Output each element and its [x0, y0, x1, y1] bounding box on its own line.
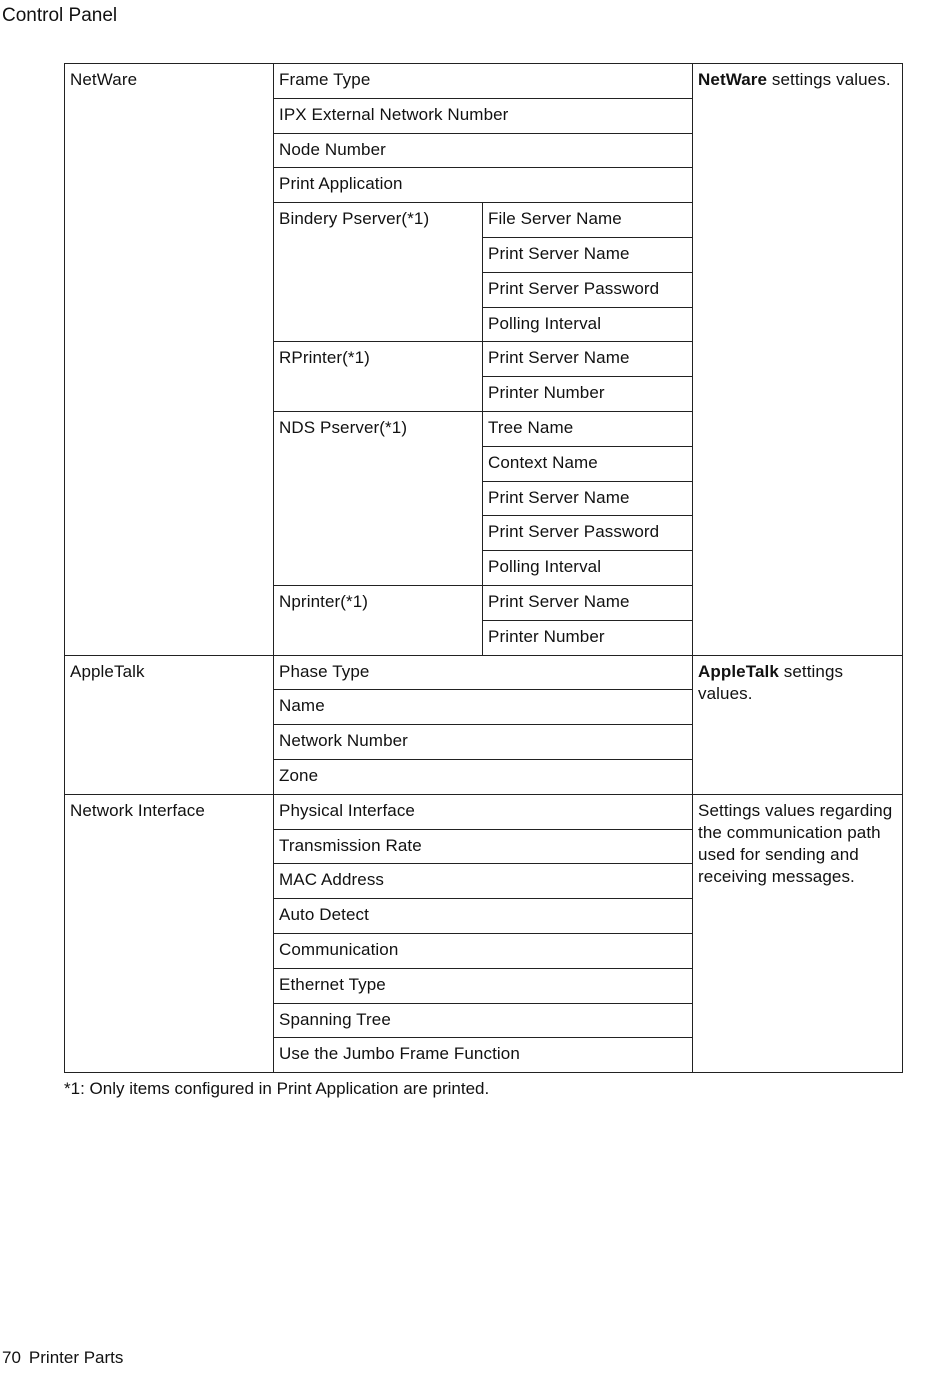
page-header: Control Panel — [2, 5, 118, 26]
description-netware-bold: NetWare — [698, 70, 768, 89]
item-print-server-name: Print Server Name — [483, 342, 693, 377]
item-tree-name: Tree Name — [483, 411, 693, 446]
item-polling-interval: Polling Interval — [483, 551, 693, 586]
category-netware: NetWare — [65, 64, 274, 656]
item-ethernet-type: Ethernet Type — [274, 968, 693, 1003]
item-file-server-name: File Server Name — [483, 203, 693, 238]
item-context-name: Context Name — [483, 446, 693, 481]
page-footer — [2, 1348, 123, 1368]
table-row — [65, 655, 903, 690]
category-appletalk: AppleTalk — [65, 655, 274, 794]
category-network-interface: Network Interface — [65, 794, 274, 1072]
item-spanning-tree: Spanning Tree — [274, 1003, 693, 1038]
item-print-server-name: Print Server Name — [483, 481, 693, 516]
page-number: 70 — [2, 1348, 21, 1367]
item-zone: Zone — [274, 759, 693, 794]
item-polling-interval: Polling Interval — [483, 307, 693, 342]
description-appletalk-text: settings values. — [698, 661, 844, 703]
item-print-server-password: Print Server Password — [483, 272, 693, 307]
item-communication: Communication — [274, 933, 693, 968]
subgroup-rprinter: RPrinter(*1) — [274, 342, 483, 412]
item-transmission-rate: Transmission Rate — [274, 829, 693, 864]
description-appletalk — [693, 655, 903, 794]
item-name: Name — [274, 690, 693, 725]
description-appletalk-bold: AppleTalk — [698, 661, 779, 681]
item-print-server-name: Print Server Name — [483, 237, 693, 272]
item-frame-type: Frame Type — [274, 64, 693, 99]
item-jumbo-frame: Use the Jumbo Frame Function — [274, 1038, 693, 1073]
item-printer-number: Printer Number — [483, 377, 693, 412]
description-network-interface: Settings values regarding the communication path used for sending and receiving messages. — [693, 794, 903, 1072]
item-mac-address: MAC Address — [274, 864, 693, 899]
footnote: *1: Only items configured in Print Application are printed. — [64, 1079, 490, 1098]
subgroup-bindery-pserver: Bindery Pserver(*1) — [274, 203, 483, 342]
description-netware-text: settings values. — [767, 70, 891, 89]
item-print-server-name: Print Server Name — [483, 585, 693, 620]
table-row — [65, 64, 903, 99]
settings-table — [64, 63, 903, 1073]
item-ipx-number: IPX External Network Number — [274, 98, 693, 133]
description-netware — [693, 64, 903, 656]
table-row — [65, 794, 903, 829]
item-print-application: Print Application — [274, 168, 693, 203]
item-auto-detect: Auto Detect — [274, 899, 693, 934]
item-phase-type: Phase Type — [274, 655, 693, 690]
item-physical-interface: Physical Interface — [274, 794, 693, 829]
subgroup-nprinter: Nprinter(*1) — [274, 585, 483, 655]
item-print-server-password: Print Server Password — [483, 516, 693, 551]
item-printer-number: Printer Number — [483, 620, 693, 655]
item-node-number: Node Number — [274, 133, 693, 168]
subgroup-nds-pserver: NDS Pserver(*1) — [274, 411, 483, 585]
section-title: Printer Parts — [28, 1348, 124, 1367]
item-network-number: Network Number — [274, 725, 693, 760]
